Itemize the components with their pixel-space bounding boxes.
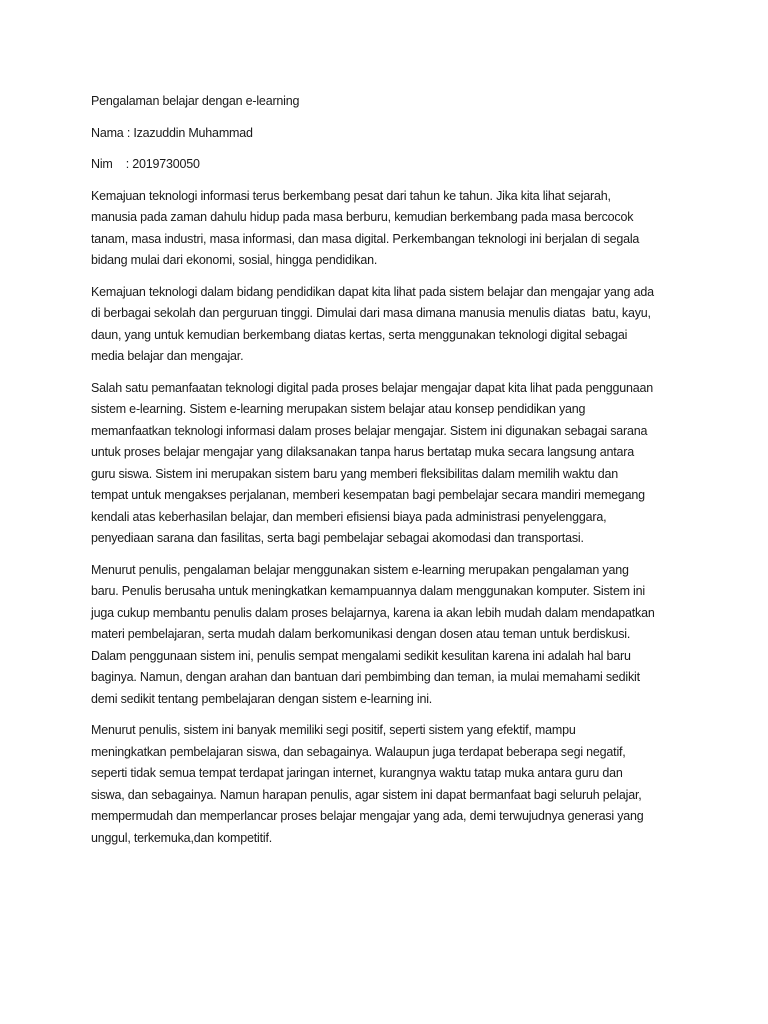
paragraph-line: di berbagai sekolah dan perguruan tinggi. Dimulai dari masa dimana manusia menulis diatas batu, kayu, bbox=[91, 306, 651, 320]
paragraph bbox=[91, 560, 655, 711]
paragraph-line: daun, yang untuk kemudian berkembang diatas kertas, serta menggunakan teknologi digital sebagai bbox=[91, 327, 628, 342]
paragraph-line: demi sedikit tentang pembelajaran dengan sistem e-learning ini. bbox=[91, 691, 433, 706]
paragraph-line: penyediaan sarana dan fasilitas, serta bagi pembelajar sebagai akomodasi dan transportasi. bbox=[91, 531, 584, 545]
paragraph-line: baru. Penulis berusaha untuk meningkatkan kemampuannya dalam menggunakan komputer. Sistem ini bbox=[91, 584, 645, 598]
paragraph-line: mempermudah dan memperlancar proses belajar mengajar yang ada, demi terwujudnya generasi yang bbox=[91, 809, 644, 823]
paragraph bbox=[91, 282, 655, 368]
paragraph-line: siswa, dan sebagainya. Namun harapan penulis, agar sistem ini dapat bermanfaat bagi seluruh pelajar, bbox=[91, 787, 642, 802]
paragraph-line: media belajar dan mengajar. bbox=[91, 349, 244, 363]
paragraph-line: manusia pada zaman dahulu hidup pada masa berburu, kemudian berkembang pada masa bercocok bbox=[91, 210, 634, 224]
paragraph-line: untuk proses belajar mengajar yang dilaksanakan tanpa harus bertatap muka secara langsung antara bbox=[91, 445, 634, 459]
paragraph-line: tempat untuk mengakses perjalanan, memberi kesempatan bagi pembelajar secara mandiri memegang bbox=[91, 488, 645, 502]
paragraph-line: Dalam penggunaan sistem ini, penulis sempat mengalami sedikit kesulitan karena ini adalah hal baru bbox=[91, 648, 631, 663]
document-title: Pengalaman belajar dengan e-learning bbox=[91, 94, 300, 108]
paragraph-line: materi pembelajaran, serta mudah dalam berkomunikasi dengan dosen atau teman untuk berdiskusi. bbox=[91, 627, 631, 641]
paragraph bbox=[91, 720, 655, 849]
paragraph-line: Salah satu pemanfaatan teknologi digital pada proses belajar mengajar dapat kita lihat pada penggunaan bbox=[91, 380, 653, 395]
paragraph-line: seperti tidak semua tempat terdapat jaringan internet, kurangnya waktu tatap muka antara guru dan bbox=[91, 766, 623, 780]
paragraph-line: tanam, masa industri, masa informasi, dan masa digital. Perkembangan teknologi ini berjalan di segala bbox=[91, 231, 640, 246]
paragraph-line: unggul, terkemuka,dan kompetitif. bbox=[91, 830, 273, 845]
paragraph-line: memanfaatkan teknologi informasi dalam proses belajar mengajar. Sistem ini digunakan sebagai sarana bbox=[91, 423, 648, 438]
paragraph-line: kendali atas keberhasilan belajar, dan memberi efisiensi biaya pada administrasi penyelenggara, bbox=[91, 509, 607, 524]
paragraph-line: Kemajuan teknologi informasi terus berkembang pesat dari tahun ke tahun. Jika kita lihat sejarah, bbox=[91, 188, 611, 203]
paragraph-line: sistem e-learning. Sistem e-learning merupakan sistem belajar atau konsep pendidikan yang bbox=[91, 402, 586, 416]
paragraph bbox=[91, 186, 655, 272]
paragraph-line: meningkatkan pembelajaran siswa, dan sebagainya. Walaupun juga terdapat beberapa segi negatif, bbox=[91, 744, 626, 759]
paragraph-line: juga cukup membantu penulis dalam proses belajarnya, karena ia akan lebih mudah dalam mendapatkan bbox=[91, 605, 655, 620]
paragraph-line: Menurut penulis, pengalaman belajar menggunakan sistem e-learning merupakan pengalaman yang bbox=[91, 562, 629, 577]
student-id: Nim : 2019730050 bbox=[91, 157, 200, 171]
paragraph bbox=[91, 378, 655, 550]
paragraph-line: bidang mulai dari ekonomi, sosial, hingga pendidikan. bbox=[91, 253, 378, 267]
document-page bbox=[91, 91, 655, 859]
paragraph-line: baginya. Namun, dengan arahan dan bantuan dari pembimbing dan teman, ia mulai memahami sedikit bbox=[91, 670, 640, 684]
paragraph-line: Menurut penulis, sistem ini banyak memiliki segi positif, seperti sistem yang efektif, mampu bbox=[91, 723, 576, 737]
author-name: Nama : Izazuddin Muhammad bbox=[91, 125, 253, 140]
paragraph-line: Kemajuan teknologi dalam bidang pendidikan dapat kita lihat pada sistem belajar dan mengajar yang ada bbox=[91, 284, 654, 299]
paragraph-line: guru siswa. Sistem ini merupakan sistem baru yang memberi fleksibilitas dalam memilih waktu dan bbox=[91, 466, 619, 481]
